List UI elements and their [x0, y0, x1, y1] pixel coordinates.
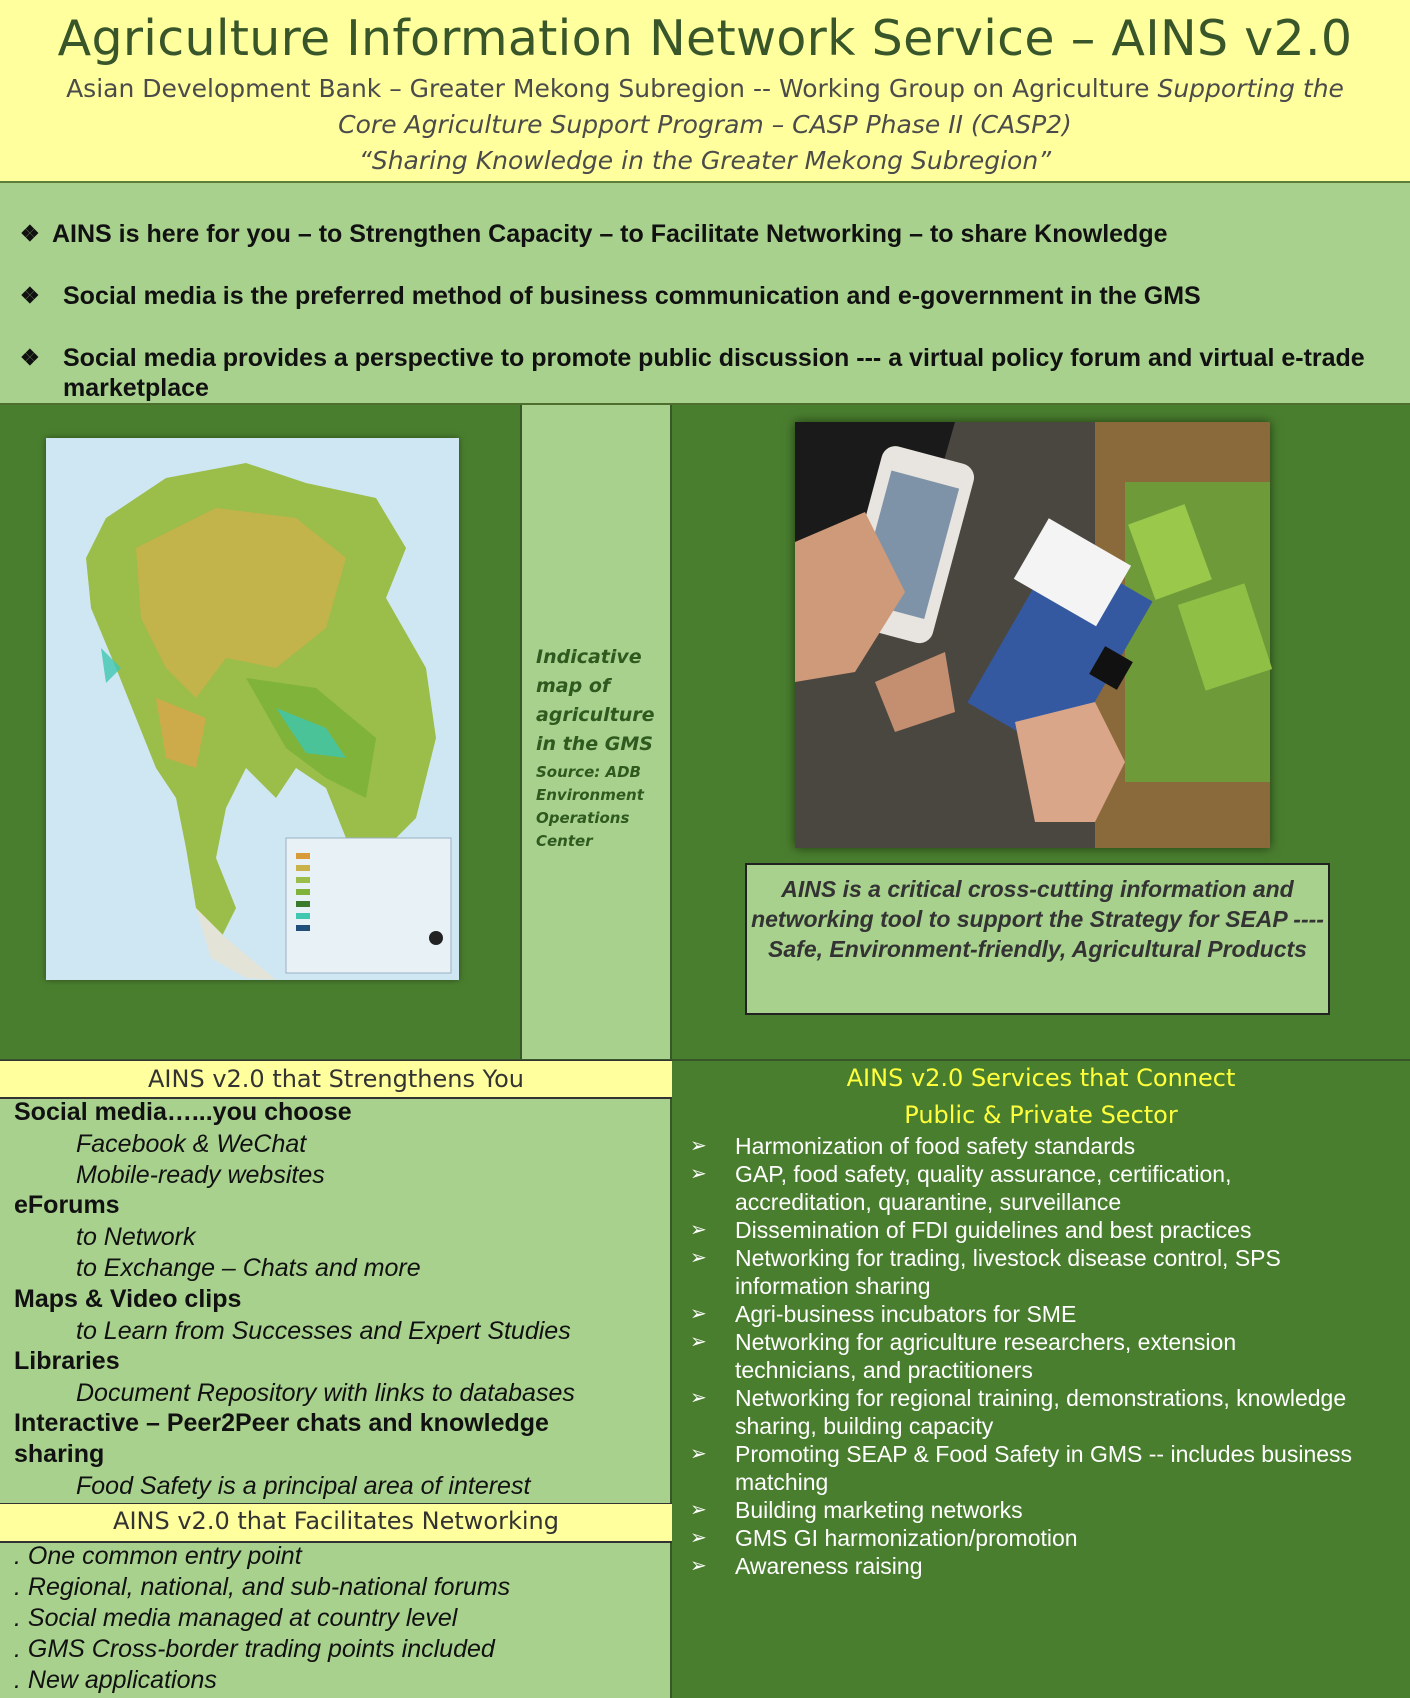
service-item-line: GMS GI harmonization/promotion [735, 1525, 1078, 1551]
key-point [20, 281, 1201, 310]
key-point [20, 343, 1365, 402]
arrow-bullet-icon: ➢ [690, 1387, 707, 1409]
networking-item: . GMS Cross-border trading points included [14, 1635, 495, 1663]
service-item-line: Building marketing networks [735, 1497, 1023, 1523]
poster-header [0, 0, 1410, 183]
seap-quote-text: AINS is a critical cross-cutting information and networking tool to support the Strategy for SEAP ---- Safe, Environment-friendly, Agricultural Products [751, 876, 1324, 962]
poster-title: Agriculture Information Network Service – AINS v2.0 [57, 10, 1353, 67]
arrow-bullet-icon: ➢ [690, 1135, 707, 1157]
services-heading [672, 1060, 1410, 1134]
service-item-line: Harmonization of food safety standards [735, 1133, 1136, 1159]
key-point-text: Social media is the preferred method of business communication and e-government in the GMS [63, 282, 1201, 310]
arrow-bullet-icon: ➢ [690, 1555, 707, 1577]
networking-item: . Regional, national, and sub-national forums [14, 1573, 511, 1601]
strengthens-item: Mobile-ready websites [76, 1161, 325, 1189]
service-item-line: technicians, and practitioners [735, 1357, 1033, 1383]
map-caption [536, 643, 666, 853]
arrow-bullet-icon: ➢ [690, 1163, 707, 1185]
strengthens-item: to Exchange – Chats and more [76, 1254, 421, 1282]
arrow-bullet-icon: ➢ [690, 1331, 707, 1353]
strengthens-heading: AINS v2.0 that Strengthens You [0, 1060, 672, 1099]
subtitle-line1-italic: Supporting the [1149, 74, 1344, 103]
service-item-line: Awareness raising [735, 1553, 923, 1579]
arrow-bullet-icon: ➢ [690, 1443, 707, 1465]
service-item-line: matching [735, 1469, 829, 1495]
key-points-section [0, 183, 1410, 405]
subtitle-line1: Asian Development Bank – Greater Mekong Subregion -- Working Group on Agriculture [66, 74, 1150, 103]
strengthens-category: Maps & Video clips [14, 1285, 242, 1313]
strengthens-item: to Network [76, 1223, 196, 1251]
arrow-bullet-icon: ➢ [690, 1499, 707, 1521]
strengthens-category: Interactive – Peer2Peer chats and knowledge [14, 1409, 549, 1437]
subtitle-line3: “Sharing Knowledge in the Greater Mekong Subregion” [358, 146, 1052, 175]
service-item-line: information sharing [735, 1273, 931, 1299]
service-item-line: Agri-business incubators for SME [735, 1301, 1077, 1327]
networking-item: . Social media managed at country level [14, 1604, 458, 1632]
key-point-text: AINS is here for you – to Strengthen Capacity – to Facilitate Networking – to share Knowledge [52, 220, 1168, 248]
services-heading-line1: AINS v2.0 Services that Connect [846, 1064, 1236, 1092]
arrow-bullet-icon: ➢ [690, 1247, 707, 1269]
strengthens-item: Document Repository with links to databases [76, 1379, 575, 1407]
strengthens-item: to Learn from Successes and Expert Studies [76, 1317, 571, 1345]
strengthens-item: Food Safety is a principal area of interest [76, 1472, 531, 1500]
diamond-bullet-icon: ❖ [20, 345, 40, 370]
service-item-line: Dissemination of FDI guidelines and best practices [735, 1217, 1252, 1243]
arrow-bullet-icon: ➢ [690, 1303, 707, 1325]
arrow-bullet-icon: ➢ [690, 1527, 707, 1549]
arrow-bullet-icon: ➢ [690, 1219, 707, 1241]
service-item-line: Networking for agriculture researchers, extension [735, 1329, 1237, 1355]
smartphone-qr-photo [795, 422, 1270, 848]
service-item-line: sharing, building capacity [735, 1413, 994, 1439]
service-item-line: Networking for regional training, demonstrations, knowledge [735, 1385, 1347, 1411]
key-point [20, 219, 1168, 248]
networking-item: . New applications [14, 1666, 217, 1694]
gms-agriculture-map [46, 438, 459, 980]
service-item-line: Promoting SEAP & Food Safety in GMS -- includes business [735, 1441, 1353, 1467]
map-caption-title: Indicative map of agriculture in the GMS [536, 646, 655, 755]
subtitle-line2: Core Agriculture Support Program – CASP Phase II (CASP2) [338, 110, 1072, 139]
networking-item: . One common entry point [14, 1542, 302, 1570]
diamond-bullet-icon: ❖ [20, 283, 40, 308]
services-heading-line2: Public & Private Sector [904, 1101, 1178, 1129]
service-item-line: accreditation, quarantine, surveillance [735, 1189, 1122, 1215]
map-caption-source: Source: ADB Environment Operations Center [536, 763, 644, 850]
strengthens-category: eForums [14, 1191, 120, 1219]
poster-subtitle [40, 71, 1370, 179]
service-item-line: GAP, food safety, quality assurance, certification, [735, 1161, 1232, 1187]
strengthens-category: Libraries [14, 1347, 120, 1375]
service-item-line: Networking for trading, livestock disease control, SPS [735, 1245, 1281, 1271]
networking-heading: AINS v2.0 that Facilitates Networking [0, 1503, 672, 1543]
strengthens-category: sharing [14, 1440, 105, 1468]
seap-quote-box [745, 863, 1330, 1015]
diamond-bullet-icon: ❖ [20, 221, 40, 246]
strengthens-item: Facebook & WeChat [76, 1130, 307, 1158]
key-point-text: Social media provides a perspective to promote public discussion --- a virtual policy forum and virtual e-trade marketplace [63, 344, 1365, 402]
strengthens-category: Social media…...you choose [14, 1098, 352, 1126]
